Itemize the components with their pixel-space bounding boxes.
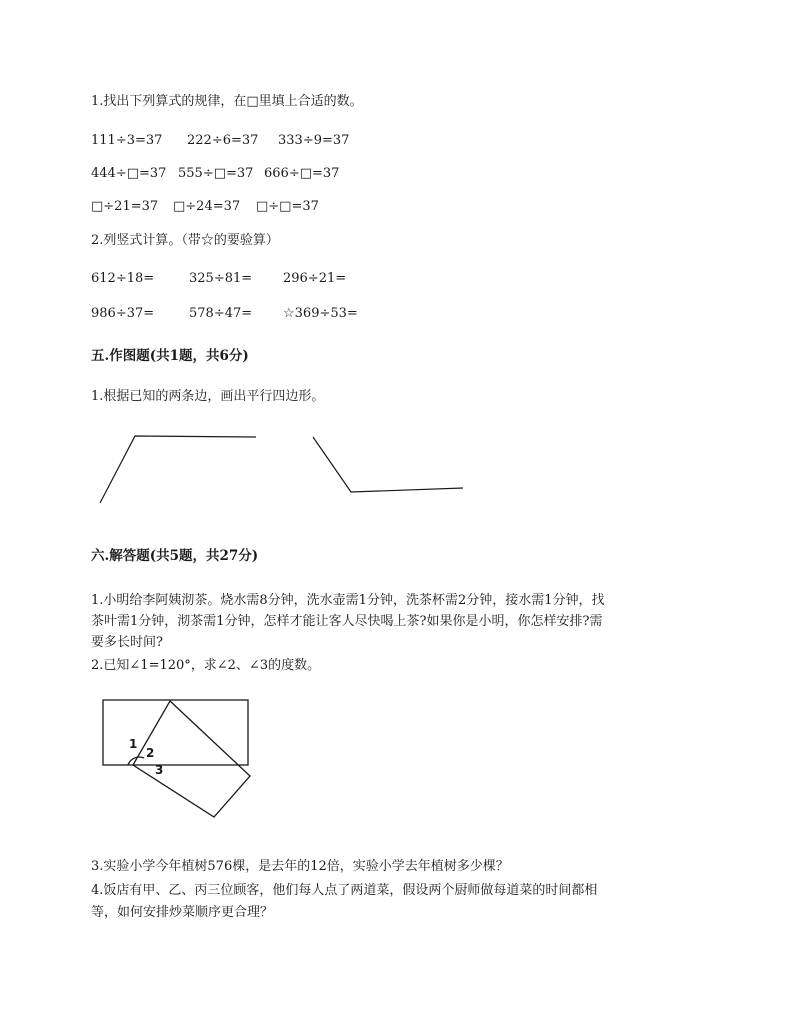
- equation: □÷21=37: [91, 199, 159, 214]
- equation: 333÷9=37: [278, 133, 350, 148]
- question-6-1-line: 1.小明给李阿姨沏茶。烧水需8分钟，洗水壶需1分钟，洗茶杯需2分钟，接水需1分钟，找: [91, 593, 605, 608]
- question-6-4-line: 等，如何安排炒菜顺序更合理？: [91, 905, 274, 920]
- division-problem: 612÷18=: [91, 271, 155, 286]
- equation: 111÷3=37: [91, 133, 163, 148]
- question-6-1-line: 茶叶需1分钟，沏茶需1分钟，怎样才能让客人尽快喝上茶?如果你是小明，你怎样安排?需: [91, 614, 603, 629]
- angle-label-1: 1: [129, 737, 138, 751]
- question-4-1-text: 1.找出下列算式的规律，在□里填上合适的数。: [91, 94, 363, 109]
- question-5-1-text: 1.根据已知的两条边，画出平行四边形。: [91, 389, 325, 404]
- question-6-2-text: 2.已知∠1=120°，求∠2、∠3的度数。: [91, 658, 321, 673]
- question-6-1-line: 要多长时间?: [91, 635, 163, 650]
- equation: 222÷6=37: [187, 133, 259, 148]
- division-problem: 296÷21=: [283, 271, 347, 286]
- section-6-title: 六.解答题(共5题，共27分): [91, 548, 259, 564]
- question-6-4-line: 4.饭店有甲、乙、丙三位顾客，他们每人点了两道菜，假设两个厨师做每道菜的时间都相: [91, 883, 598, 898]
- division-problem: 325÷81=: [189, 271, 253, 286]
- given-sides-right: [313, 437, 463, 492]
- parallelogram-sides-figure: [100, 436, 463, 503]
- section-5-title: 五.作图题(共1题，共6分): [91, 348, 249, 364]
- division-problem: 986÷37=: [91, 306, 155, 321]
- angle-label-3: 3: [155, 763, 164, 777]
- equation: 666÷□=37: [264, 166, 340, 181]
- equation: 444÷□=37: [91, 166, 167, 181]
- question-6-3-text: 3.实验小学今年植树576棵，是去年的12倍，实验小学去年植树多少棵？: [91, 859, 509, 874]
- equation: 555÷□=37: [178, 166, 254, 181]
- question-4-2-text: 2.列竖式计算。（带☆的要验算）: [91, 233, 279, 248]
- division-problem: ☆369÷53=: [283, 306, 358, 321]
- angle-label-2: 2: [146, 746, 155, 760]
- equation: □÷24=37: [173, 199, 241, 214]
- horizontal-rectangle: [103, 700, 248, 765]
- rectangles-angle-figure: [103, 700, 250, 817]
- equation: □÷□=37: [256, 199, 319, 214]
- given-sides-left: [100, 436, 256, 503]
- division-problem: 578÷47=: [189, 306, 253, 321]
